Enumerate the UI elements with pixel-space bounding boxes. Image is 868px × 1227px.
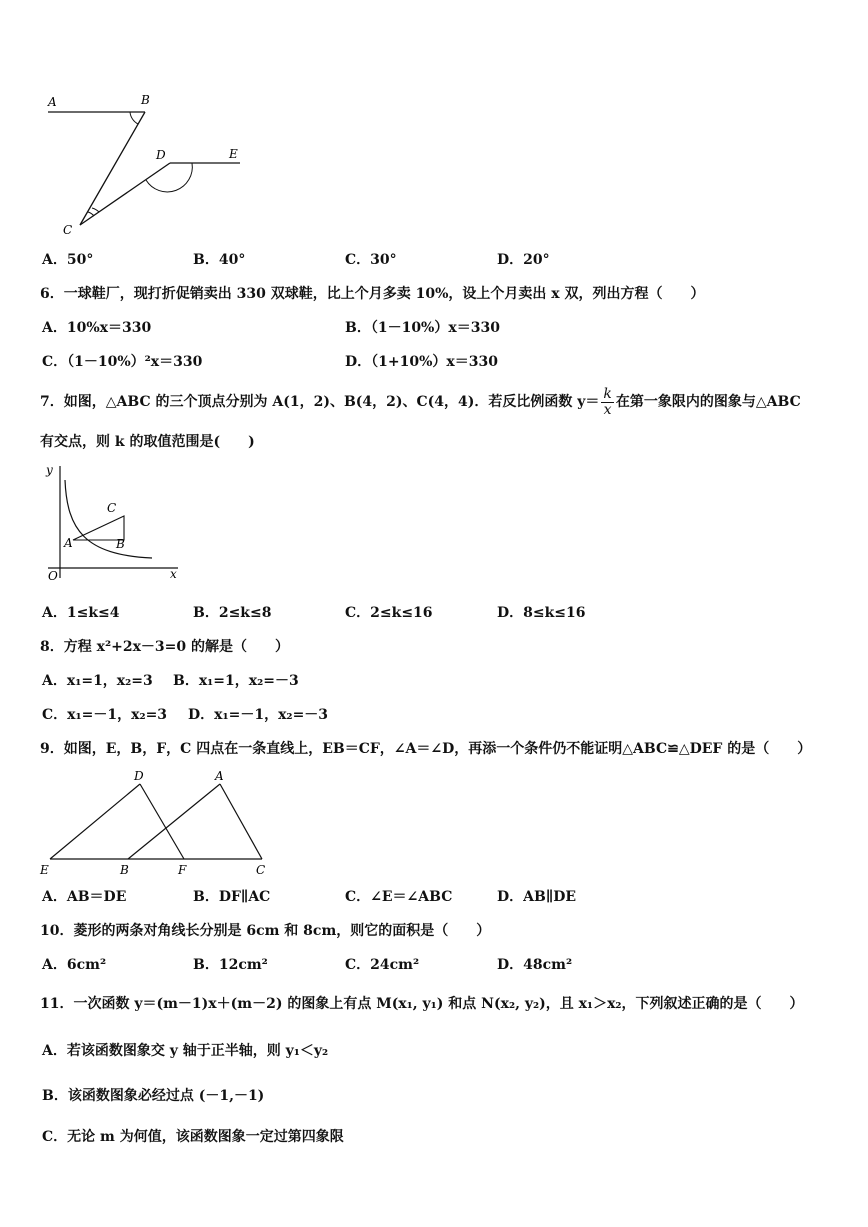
q5-option-d[interactable]: D．20° [497, 252, 550, 268]
q7-frac-den: x [603, 401, 612, 418]
q7-option-b[interactable]: B．2≤k≤8 [193, 605, 272, 621]
label-D: D [134, 769, 144, 783]
label-A: A [64, 536, 73, 550]
q11-option-a[interactable]: A．若该函数图象交 y 轴于正半轴，则 y₁＜y₂ [42, 1043, 329, 1059]
q10-option-b[interactable]: B．12cm² [193, 957, 268, 973]
q9-option-d[interactable]: D．AB∥DE [497, 889, 577, 905]
q6-option-c[interactable]: C．（1－10%）²x＝330 [42, 354, 203, 370]
q9-figure [38, 766, 270, 878]
label-C: C [107, 501, 117, 515]
q11-stem: 11．一次函数 y＝(m－1)x＋(m－2) 的图象上有点 M(x₁, y₁) 和点 N(x₂, y₂)，且 x₁＞x₂，下列叙述正确的是（ ） [40, 996, 804, 1012]
q5-figure [40, 90, 250, 240]
label-x: x [170, 567, 177, 581]
label-E: E [229, 147, 238, 161]
q8-option-a[interactable]: A．x₁=1，x₂=3 [42, 673, 153, 689]
q7-fraction [601, 387, 613, 418]
q7-stem-line1 [40, 386, 801, 418]
q7-frac-num: k [603, 385, 612, 402]
q7-option-a[interactable]: A．1≤k≤4 [42, 605, 120, 621]
label-y: y [46, 463, 53, 477]
q6-option-b[interactable]: B．（1－10%）x＝330 [345, 320, 500, 336]
q10-option-c[interactable]: C．24cm² [345, 957, 420, 973]
q9-stem: 9．如图，E，B，F，C 四点在一条直线上，EB＝CF，∠A＝∠D，再添一个条件仍不能证明△ABC≌△DEF 的是（ ） [40, 741, 812, 757]
q8-option-d[interactable]: D．x₁=－1，x₂=－3 [188, 707, 329, 723]
q6-stem: 6．一球鞋厂，现打折促销卖出 330 双球鞋，比上个月多卖 10%，设上个月卖出 x 双，列出方程（ ） [40, 286, 705, 302]
q7-text-b: 在第一象限内的图象与△ABC [615, 394, 801, 410]
label-O: O [48, 569, 58, 583]
q9-option-c[interactable]: C．∠E＝∠ABC [345, 889, 453, 905]
q5-option-b[interactable]: B．40° [193, 252, 246, 268]
q11-option-c[interactable]: C．无论 m 为何值，该函数图象一定过第四象限 [42, 1129, 344, 1145]
label-E: E [40, 863, 49, 877]
q6-option-a[interactable]: A．10%x＝330 [42, 320, 152, 336]
q10-option-d[interactable]: D．48cm² [497, 957, 573, 973]
q7-option-d[interactable]: D．8≤k≤16 [497, 605, 586, 621]
q8-option-c[interactable]: C．x₁=－1，x₂=3 [42, 707, 168, 723]
label-C: C [256, 863, 266, 877]
q10-option-a[interactable]: A．6cm² [42, 957, 107, 973]
label-F: F [178, 863, 187, 877]
label-B: B [116, 537, 125, 551]
label-B: B [120, 863, 129, 877]
q8-option-b[interactable]: B．x₁=1，x₂=－3 [173, 673, 299, 689]
q10-stem: 10．菱形的两条对角线长分别是 6cm 和 8cm，则它的面积是（ ） [40, 923, 491, 939]
label-B: B [141, 93, 150, 107]
q9-option-b[interactable]: B．DF∥AC [193, 889, 271, 905]
q11-option-b[interactable]: B．该函数图象必经过点 (－1,－1) [42, 1088, 265, 1104]
label-C: C [63, 223, 73, 237]
q7-text-a: 7．如图，△ABC 的三个顶点分别为 A(1，2)、B(4，2)、C(4，4)．若反比例函数 y＝ [40, 394, 600, 410]
q7-stem-line2: 有交点，则 k 的取值范围是( ) [40, 434, 255, 450]
label-A: A [48, 95, 57, 109]
q5-option-a[interactable]: A．50° [42, 252, 94, 268]
q5-option-c[interactable]: C．30° [345, 252, 397, 268]
q6-option-d[interactable]: D．（1+10%）x＝330 [345, 354, 498, 370]
label-D: D [156, 148, 166, 162]
q7-figure [40, 460, 185, 585]
q8-stem: 8．方程 x²+2x－3=0 的解是（ ） [40, 639, 289, 655]
label-A: A [215, 769, 224, 783]
q9-option-a[interactable]: A．AB＝DE [42, 889, 127, 905]
q7-option-c[interactable]: C．2≤k≤16 [345, 605, 433, 621]
